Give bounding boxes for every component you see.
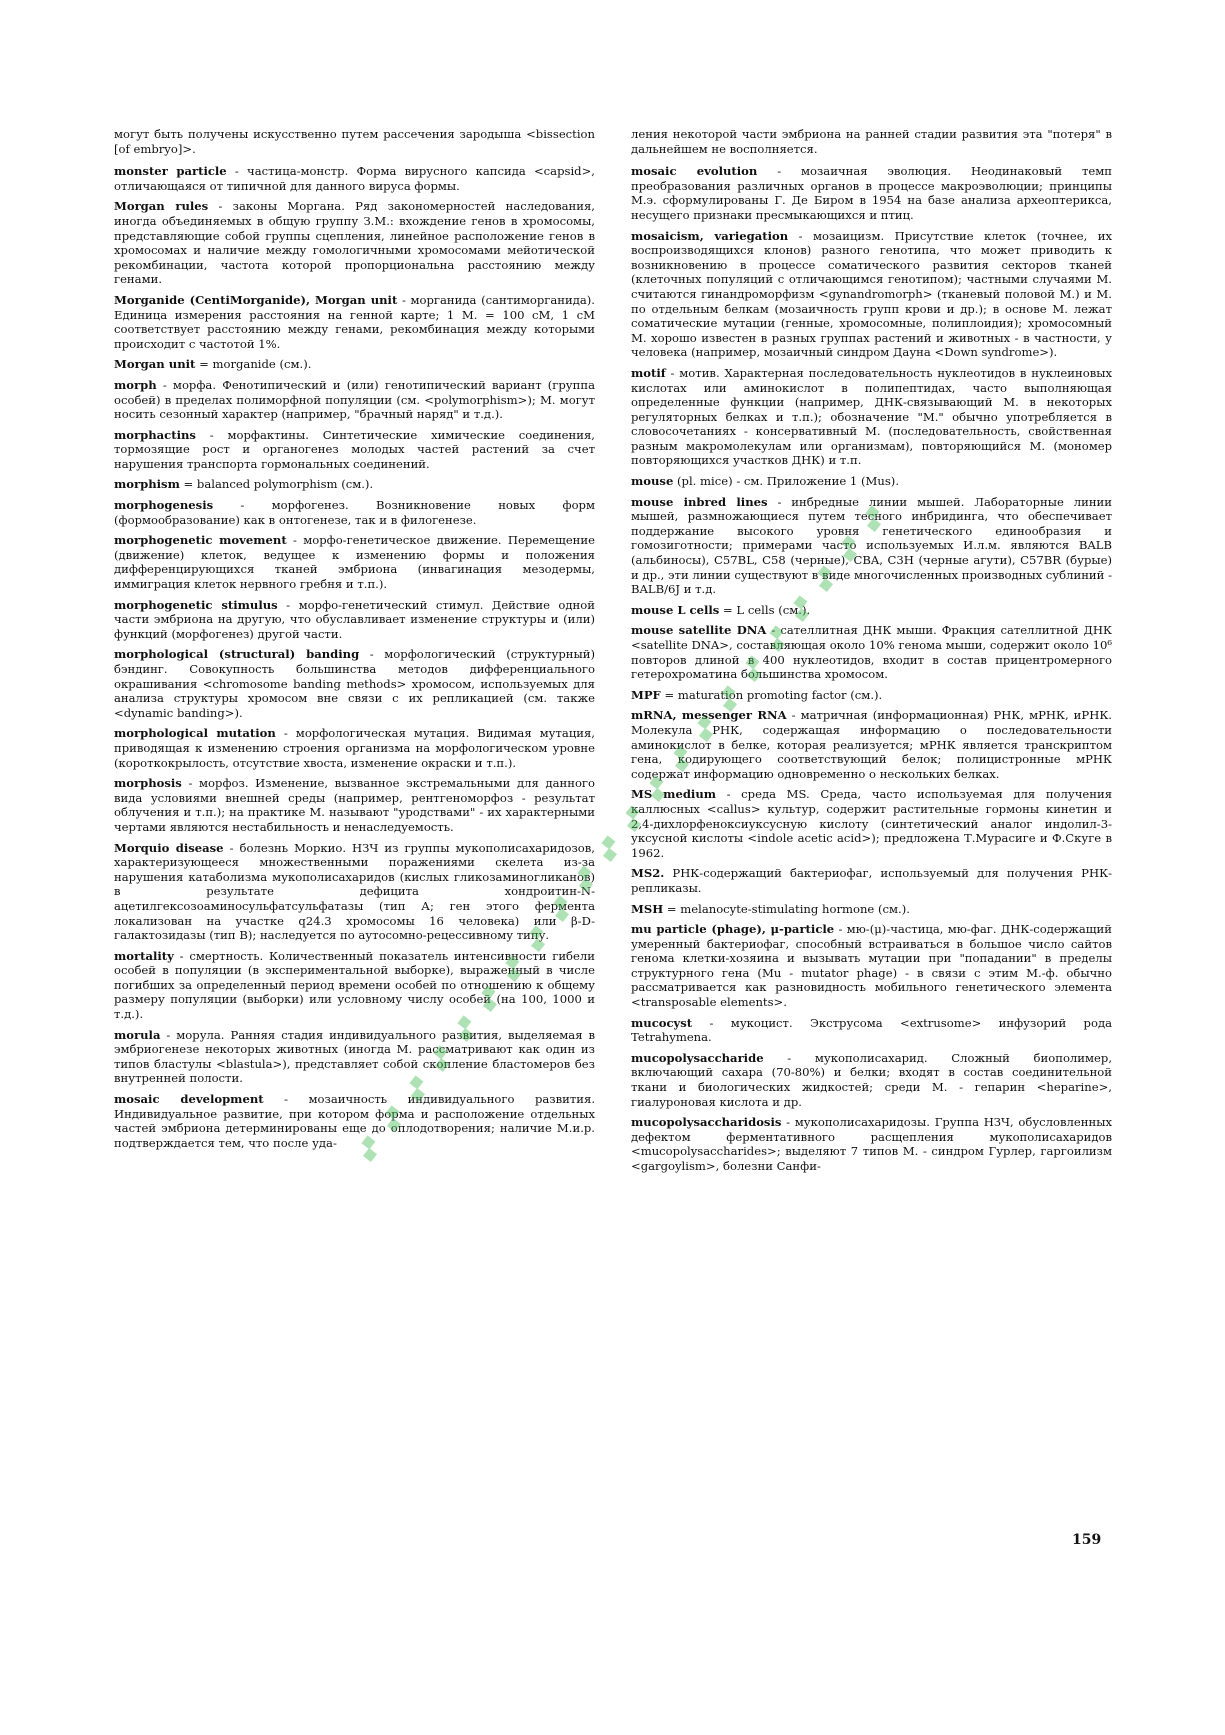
- dictionary-entry: [114, 776, 595, 834]
- entry-term: mucopolysaccharide: [631, 1050, 764, 1065]
- dictionary-entry: [114, 726, 595, 770]
- entry-definition: - морфо-генетическое движение. Перемещение (движение) клеток, ведущее к изменению формы и положения дифференцирующихся тканей эмбриона (инвагинация мезодермы, иммиграция клеток нервного гребня и т.п.).: [114, 533, 595, 592]
- entry-definition: - мотив. Характерная последовательность нуклеотидов в нуклеиновых кислотах или аминокислот в полипептидах, часто выполняющая определенные функции (например, ДНК-связывающий М. в некоторых регуляторных белках и т.п.); обозначение "М." обычно употребляется в словосочетаниях - консервативный М. (последовательность, свойственная разным макромолекулам или организмам), повторяющийся М. (мономер повторяющихся участков ДНК) и т.п.: [631, 365, 1112, 468]
- dictionary-entry: [631, 603, 1112, 618]
- entry-definition: - морула. Ранняя стадия индивидуального развития, выделяемая в эмбриогенезе некоторых животных (иногда М. рассматривают как один из типов бластулы <blastula>), представляет собой скопление бластомеров без внутренней полости.: [114, 1027, 595, 1086]
- dictionary-entry: [631, 229, 1112, 360]
- dictionary-entry: [631, 688, 1112, 703]
- dictionary-entry: [631, 127, 1112, 156]
- entry-definition: - морфологическая мутация. Видимая мутация, приводящая к изменению строения организма на морфологическом уровне (короткокрылость, отсутствие хвоста, изменение окраски и т.п.).: [114, 726, 595, 770]
- entry-term: mRNA, messenger RNA: [631, 708, 787, 723]
- entry-definition: = balanced polymorphism (см.).: [179, 477, 374, 492]
- entry-term: morph: [114, 377, 157, 392]
- entry-term: MPF: [631, 687, 661, 702]
- entry-definition: - мукополисахаридозы. Группа НЗЧ, обусловленных дефектом ферментативного расщепления мукополисахаридов <mucopolysaccharides>; выделяют 7 типов М. - синдром Гурлер, гаргоилизм <gargoylism>, болезни Санфи-: [631, 1115, 1112, 1173]
- entry-term: morphosis: [114, 776, 182, 791]
- dictionary-entry: [631, 623, 1112, 681]
- dictionary-entry: [631, 1016, 1112, 1045]
- entry-definition: - мозаицизм. Присутствие клеток (точнее, их воспроизводящихся клонов) разного генотипа, что может приводить к возникновению в процессе соматического развития секторов тканей (клеточных популяций с отличающимся генотипом); частными случаями М. считаются гинандроморфизм <gynandromorph> (тканевый половой М.) и М. по отдельным белкам (мозаичность групп крови и др.); в основе М. лежат соматические мутации (генные, хромосомные, полиплоидия); хромосомный М. хорошо известен в разных группах растений и животных - в частности, у человека (например, мозаичный синдром Дауна <Down syndrome>).: [631, 228, 1112, 360]
- entry-term: Morganide (CentiMorganide), Morgan unit: [114, 292, 398, 307]
- entry-definition: - мю-(μ)-частица, мю-фаг. ДНК-содержащий умеренный бактериофаг, способный встраиваться в большое число сайтов генома клетки-хозяина и вызывать мутации при "попадании" в пределы структурного гена (Mu - mutator phage) - в связи с этим М.-ф. обычно рассматривается как разновидность мобильного генетического элемента <transposable elements>.: [631, 922, 1112, 1010]
- entry-definition: могут быть получены искусственно путем рассечения зародыша <bissection [of embryo]>.: [114, 127, 595, 156]
- dictionary-entry: [631, 866, 1112, 895]
- entry-term: mosaicism, variegation: [631, 228, 789, 243]
- dictionary-entry: [114, 647, 595, 720]
- entry-definition: (pl. mice) - см. Приложение 1 (Mus).: [673, 474, 900, 489]
- entry-term: morphological mutation: [114, 726, 276, 741]
- entry-definition: = maturation promoting factor (см.).: [660, 687, 883, 702]
- entry-term: mosaic evolution: [631, 164, 758, 179]
- entry-definition: ления некоторой части эмбриона на ранней стадии развития эта "потеря" в дальнейшем не восполняется.: [631, 127, 1112, 156]
- entry-definition: - болезнь Моркио. НЗЧ из группы мукополисахаридозов, характеризующееся множественными поражениями скелета из-за нарушения катаболизма мукополисахаридов (кислых гликозаминогликанов) в результате дефицита хондроитин-N-ацетилгексозоаминосульфатсульфатазы (тип А; ген этого фермента локализован на участке q24.3 хромосомы 16 человека) или β-D-галактозидазы (тип В); наследуется по аутосомно-рецессивному типу.: [114, 840, 595, 943]
- entry-term: monster particle: [114, 164, 227, 179]
- entry-definition: - морфоз. Изменение, вызванное экстремальными для данного вида условиями внешней среды (например, рентгеноморфоз - результат облучения и т.п.); на практике М. называют "уродствами" - их характерными чертами являются нестабильность и ненаследуемость.: [114, 776, 595, 834]
- entry-definition: - матричная (информационная) РНК, мРНК, иРНК. Молекула РНК, содержащая информацию о последовательности аминокислот в белке, которая реализуется; мРНК является транскриптом гена, кодирующего соответствующий белок; полицистронные мРНК содержат информацию одновременно о нескольких белках.: [631, 708, 1112, 781]
- dictionary-entry: [114, 1028, 595, 1086]
- entry-definition: - мозаичная эволюция. Неодинаковый темп преобразования различных органов в процессе макроэволюции; принципы М.э. сформулированы Г. Де Биром в 1954 на базе анализа археоптерикса, несущего признаки пресмыкающихся и птиц.: [631, 164, 1112, 222]
- dictionary-entry: [631, 708, 1112, 781]
- dictionary-entry: [114, 293, 595, 351]
- dictionary-entry: [631, 474, 1112, 489]
- entry-term: mouse inbred lines: [631, 494, 768, 509]
- entry-definition: - частица-монстр. Форма вирусного капсида <capsid>, отличающаяся от типичной для данного вируса формы.: [114, 164, 595, 193]
- entry-term: morphogenetic movement: [114, 533, 287, 548]
- dictionary-entry: [114, 949, 595, 1022]
- dictionary-entry: [114, 498, 595, 527]
- right-column: [631, 127, 1112, 1527]
- dictionary-entry: [114, 1092, 595, 1150]
- entry-term: Morgan unit: [114, 357, 196, 372]
- dictionary-entry: [631, 787, 1112, 860]
- watermark-glyph: [601, 835, 615, 849]
- entry-term: mucopolysaccharidosis: [631, 1115, 782, 1130]
- entry-definition: - морфа. Фенотипический и (или) генотипический вариант (группа особей) в пределах полиморфной популяции (см. <polymorphism>); М. могут носить сезонный характер (например, "брачный наряд" и т.д.).: [114, 377, 595, 422]
- entry-definition: = L cells (см.).: [719, 602, 811, 617]
- entry-term: Morgan rules: [114, 199, 209, 214]
- entry-definition: - мукополисахарид. Сложный биополимер, включающий сахара (70-80%) и белки; входят в состав соединительной ткани и биологических жидкостей; среди М. - гепарин <heparine>, гиалуроновая кислота и др.: [631, 1050, 1112, 1109]
- entry-definition: РНК-содержащий бактериофаг, используемый для получения РНК-репликазы.: [631, 866, 1112, 895]
- watermark-glyph: [603, 848, 617, 862]
- dictionary-entry: [631, 902, 1112, 917]
- dictionary-entry: [631, 922, 1112, 1010]
- entry-definition: - морфактины. Синтетические химические соединения, тормозящие рост и органогенез молодых частей растений за счет нарушения транспорта гормональных соединений.: [114, 427, 595, 471]
- entry-definition: - морфологический (структурный) бэндинг. Совокупность большинства методов дифференциального окрашивания <chromosome banding methods> хромосом, используемых для анализа структуры хромосом вне связи с их репликацией (см. также <dynamic banding>).: [114, 647, 595, 720]
- entry-definition: - морфо-генетический стимул. Действие одной части эмбриона на другую, что обуславливает изменение структуры и (или) функций (морфогенез) другой части.: [114, 597, 595, 641]
- entry-definition: - морганида (сантиморганида). Единица измерения расстояния на генной карте; 1 М. = 100 сМ, 1 сМ соответствует расстоянию между генами, рекомбинация между которыми происходит с частотой 1%.: [114, 292, 595, 351]
- dictionary-entry: [631, 366, 1112, 468]
- entry-definition: = melanocyte-stimulating hormone (см.).: [663, 901, 910, 916]
- dictionary-entry: [114, 164, 595, 193]
- entry-term: mucocyst: [631, 1015, 693, 1030]
- dictionary-entry: [114, 533, 595, 591]
- dictionary-entry: [631, 164, 1112, 222]
- entry-term: mouse L cells: [631, 602, 720, 617]
- dictionary-entry: [631, 1051, 1112, 1109]
- entry-definition: - законы Моргана. Ряд закономерностей наследования, иногда объединяемых в общую группу З.М.: вхождение генов в хромосомы, представляющие собой группы сцепления, линейное расположение генов в хромосомах и наличие между гомологичными хромосомами мейотической рекомбинации, частота которой пропорциональна расстоянию между генами.: [114, 199, 595, 287]
- dictionary-entry: [114, 127, 595, 156]
- entry-term: mu particle (phage), μ-particle: [631, 922, 835, 937]
- dictionary-entry: [631, 495, 1112, 597]
- dictionary-entry: [114, 841, 595, 943]
- entry-term: MS medium: [631, 787, 717, 802]
- dictionary-entry: [114, 428, 595, 472]
- dictionary-entry: [114, 378, 595, 422]
- entry-term: morphological (structural) banding: [114, 647, 360, 662]
- page-number: 159: [1072, 1532, 1102, 1548]
- left-column: [114, 127, 595, 1527]
- entry-term: mouse satellite DNA: [631, 623, 767, 638]
- dictionary-entry: [631, 1115, 1112, 1173]
- entry-definition: - сателлитная ДНК мыши. Фракция сателлитной ДНК <satellite DNA>, составляющая около 10% генома мыши, содержит около 10⁶ повторов длиной в 400 нуклеотидов, входит в состав прицентромерного гетерохроматина большинства хромосом.: [631, 623, 1112, 682]
- entry-term: morphogenetic stimulus: [114, 597, 278, 612]
- dictionary-entry: [114, 199, 595, 287]
- entry-term: mouse: [631, 474, 674, 489]
- entry-term: Morquio disease: [114, 840, 224, 855]
- entry-definition: - мукоцист. Экструсома <extrusome> инфузорий рода Tetrahymena.: [631, 1015, 1112, 1045]
- entry-definition: - мозаичность индивидуального развития. Индивидуальное развитие, при котором форма и расположение отдельных частей эмбриона детерминированы еще до оплодотворения; наличие М.и.р. подтверждается тем, что после уда-: [114, 1092, 595, 1150]
- dictionary-entry: [114, 598, 595, 642]
- entry-definition: - инбредные линии мышей. Лабораторные линии мышей, размножающиеся путем тесного инбридинга, что обеспечивает поддержание высокого уровня генетического единообразия и гомозиготности; примерами часто используемых И.л.м. являются BALB (альбиносы), C57BL, C58 (черные), CBA, C3H (черные агути), C57BR (бурые) и др., эти линии существуют в виде многочисленных производных сублиний - BALB/6J и т.д.: [631, 494, 1112, 597]
- entry-term: morphogenesis: [114, 498, 214, 513]
- entry-term: mosaic development: [114, 1092, 264, 1107]
- dictionary-entry: [114, 357, 595, 372]
- entry-term: morula: [114, 1027, 161, 1042]
- dictionary-entry: [114, 477, 595, 492]
- entry-term: MS2.: [631, 866, 665, 881]
- entry-term: morphism: [114, 477, 180, 492]
- entry-definition: - смертность. Количественный показатель интенсивности гибели особей в популяции (в экспериментальной выборке), выраженный в числе погибших за определенный период времени особей по отношению к общему размеру популяции (выборки) или условному числу особей (на 100, 1000 и т.д.).: [114, 948, 595, 1022]
- entry-term: motif: [631, 365, 666, 380]
- entry-term: mortality: [114, 948, 174, 963]
- entry-definition: - среда MS. Среда, часто используемая для получения каллюсных <callus> культур, содержит растительные гормоны кинетин и 2,4-дихлорфеноксиуксусную кислоту (синтетический аналог индолил-3-уксусной кислоты <indole acetic acid>); предложена Т.Мурасиге и Ф.Скуге в 1962.: [631, 787, 1112, 860]
- entry-term: MSH: [631, 901, 664, 916]
- entry-definition: - морфогенез. Возникновение новых форм (формообразование) как в онтогенезе, так и в филогенезе.: [114, 498, 595, 527]
- entry-definition: = morganide (см.).: [195, 357, 312, 372]
- entry-term: morphactins: [114, 427, 196, 442]
